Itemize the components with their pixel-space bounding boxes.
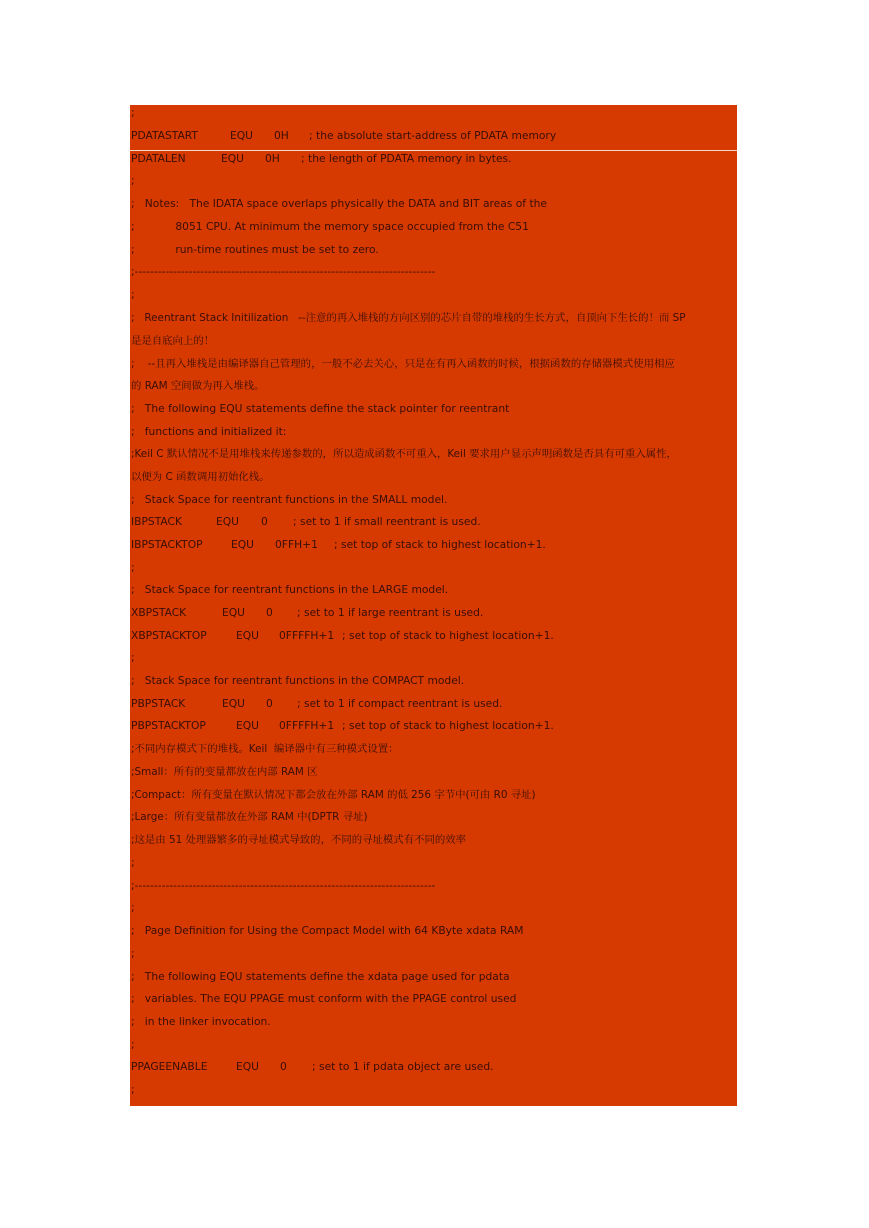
equ-value: 0H bbox=[274, 129, 289, 142]
equ-value: 0 bbox=[280, 1060, 287, 1073]
equ-directive: EQU bbox=[221, 152, 244, 165]
code-line: ;这是由 51 处理器繁多的寻址模式导致的，不同的寻址模式有不同的效率 bbox=[131, 834, 467, 846]
code-line: ; bbox=[131, 1083, 135, 1096]
equ-comment: ; set top of stack to highest location+1. bbox=[334, 538, 546, 551]
equ-directive: EQU bbox=[236, 719, 259, 732]
code-line: 的 RAM 空间做为再入堆栈。 bbox=[131, 380, 265, 392]
equ-comment: ; set to 1 if small reentrant is used. bbox=[293, 515, 481, 528]
symbol-name: PBPSTACKTOP bbox=[131, 719, 206, 732]
equ-value: 0 bbox=[266, 697, 273, 710]
symbol-name: PPAGEENABLE bbox=[131, 1060, 208, 1073]
code-line: ;不同内存模式下的堆栈。Keil 编译器中有三种模式设置： bbox=[131, 743, 399, 755]
code-line: ;Small：所有的变量都放在内部 RAM 区 bbox=[131, 766, 318, 778]
code-line: ; Notes: The IDATA space overlaps physically the DATA and BIT areas of the bbox=[131, 197, 547, 210]
equ-value: 0FFH+1 bbox=[275, 538, 318, 551]
code-line-equ bbox=[131, 128, 737, 144]
code-line: 以便为 C 函数调用初始化栈。 bbox=[131, 471, 270, 483]
code-line-equ bbox=[131, 537, 737, 553]
equ-comment: ; set to 1 if pdata object are used. bbox=[312, 1060, 494, 1073]
code-line-equ bbox=[131, 514, 737, 530]
code-line: ; bbox=[131, 174, 135, 187]
code-line: ; bbox=[131, 856, 135, 869]
symbol-name: IBPSTACKTOP bbox=[131, 538, 203, 551]
code-line: ; The following EQU statements define the stack pointer for reentrant bbox=[131, 402, 510, 415]
code-line: ;Keil C 默认情况不是用堆栈来传递参数的，所以造成函数不可重入，Keil 要求用户显示声明函数是否具有可重入属性， bbox=[131, 448, 677, 460]
code-line-equ bbox=[131, 696, 737, 712]
code-line: ; bbox=[131, 106, 135, 119]
code-line: ; bbox=[131, 561, 135, 574]
code-line-equ bbox=[131, 151, 737, 167]
code-line: ;------------------------------------------------------------------------------ bbox=[131, 265, 436, 278]
code-line: 是是自底向上的！ bbox=[131, 335, 215, 347]
equ-value: 0 bbox=[266, 606, 273, 619]
code-line: ; in the linker invocation. bbox=[131, 1015, 271, 1028]
equ-value: 0FFFFH+1 bbox=[279, 629, 335, 642]
code-line-equ bbox=[131, 718, 737, 734]
code-line-equ bbox=[131, 628, 737, 644]
symbol-name: PDATALEN bbox=[131, 152, 186, 165]
code-line: ; The following EQU statements define the xdata page used for pdata bbox=[131, 970, 510, 983]
code-line: ; bbox=[131, 1038, 135, 1051]
equ-value: 0 bbox=[261, 515, 268, 528]
symbol-name: XBPSTACKTOP bbox=[131, 629, 207, 642]
equ-comment: ; set top of stack to highest location+1. bbox=[342, 719, 554, 732]
code-line-equ bbox=[131, 605, 737, 621]
code-line: ; Reentrant Stack Initilization --注意的再入堆栈的方向区别的芯片自带的堆栈的生长方式，自顶向下生长的！而 SP bbox=[131, 312, 686, 324]
symbol-name: XBPSTACK bbox=[131, 606, 187, 619]
equ-value: 0H bbox=[265, 152, 280, 165]
equ-directive: EQU bbox=[230, 129, 253, 142]
code-line: ; bbox=[131, 288, 135, 301]
code-line: ; Stack Space for reentrant functions in the COMPACT model. bbox=[131, 674, 465, 687]
equ-directive: EQU bbox=[222, 697, 245, 710]
code-line: ;------------------------------------------------------------------------------ bbox=[131, 879, 436, 892]
code-line: ; bbox=[131, 947, 135, 960]
code-line: ; functions and initialized it: bbox=[131, 425, 287, 438]
code-line-equ bbox=[131, 1059, 737, 1075]
equ-directive: EQU bbox=[216, 515, 239, 528]
code-line: ; --且再入堆栈是由编译器自己管理的，一般不必去关心，只是在有再入函数的时候，根据函数的存储器模式使用相应 bbox=[131, 358, 675, 370]
code-line: ; run-time routines must be set to zero. bbox=[131, 243, 379, 256]
symbol-name: IBPSTACK bbox=[131, 515, 183, 528]
code-line: ; Stack Space for reentrant functions in the SMALL model. bbox=[131, 493, 448, 506]
equ-directive: EQU bbox=[222, 606, 245, 619]
equ-comment: ; set to 1 if compact reentrant is used. bbox=[297, 697, 503, 710]
code-line: ;Compact：所有变量在默认情况下都会放在外部 RAM 的低 256 字节中(可由 R0 寻址) bbox=[131, 789, 536, 801]
code-line: ; Page Definition for Using the Compact Model with 64 KByte xdata RAM bbox=[131, 924, 524, 937]
code-line: ; bbox=[131, 651, 135, 664]
code-line: ; Stack Space for reentrant functions in the LARGE model. bbox=[131, 583, 449, 596]
code-line: ; variables. The EQU PPAGE must conform with the PPAGE control used bbox=[131, 992, 517, 1005]
code-line: ;Large：所有变量都放在外部 RAM 中(DPTR 寻址) bbox=[131, 811, 368, 823]
equ-directive: EQU bbox=[231, 538, 254, 551]
document-page bbox=[130, 105, 737, 1106]
equ-comment: ; set top of stack to highest location+1. bbox=[342, 629, 554, 642]
code-line: ; bbox=[131, 901, 135, 914]
code-line: ; 8051 CPU. At minimum the memory space occupied from the C51 bbox=[131, 220, 529, 233]
equ-comment: ; the length of PDATA memory in bytes. bbox=[301, 152, 512, 165]
symbol-name: PBPSTACK bbox=[131, 697, 186, 710]
equ-directive: EQU bbox=[236, 629, 259, 642]
equ-comment: ; the absolute start-address of PDATA memory bbox=[309, 129, 557, 142]
equ-comment: ; set to 1 if large reentrant is used. bbox=[297, 606, 484, 619]
equ-value: 0FFFFH+1 bbox=[279, 719, 335, 732]
equ-directive: EQU bbox=[236, 1060, 259, 1073]
symbol-name: PDATASTART bbox=[131, 129, 198, 142]
